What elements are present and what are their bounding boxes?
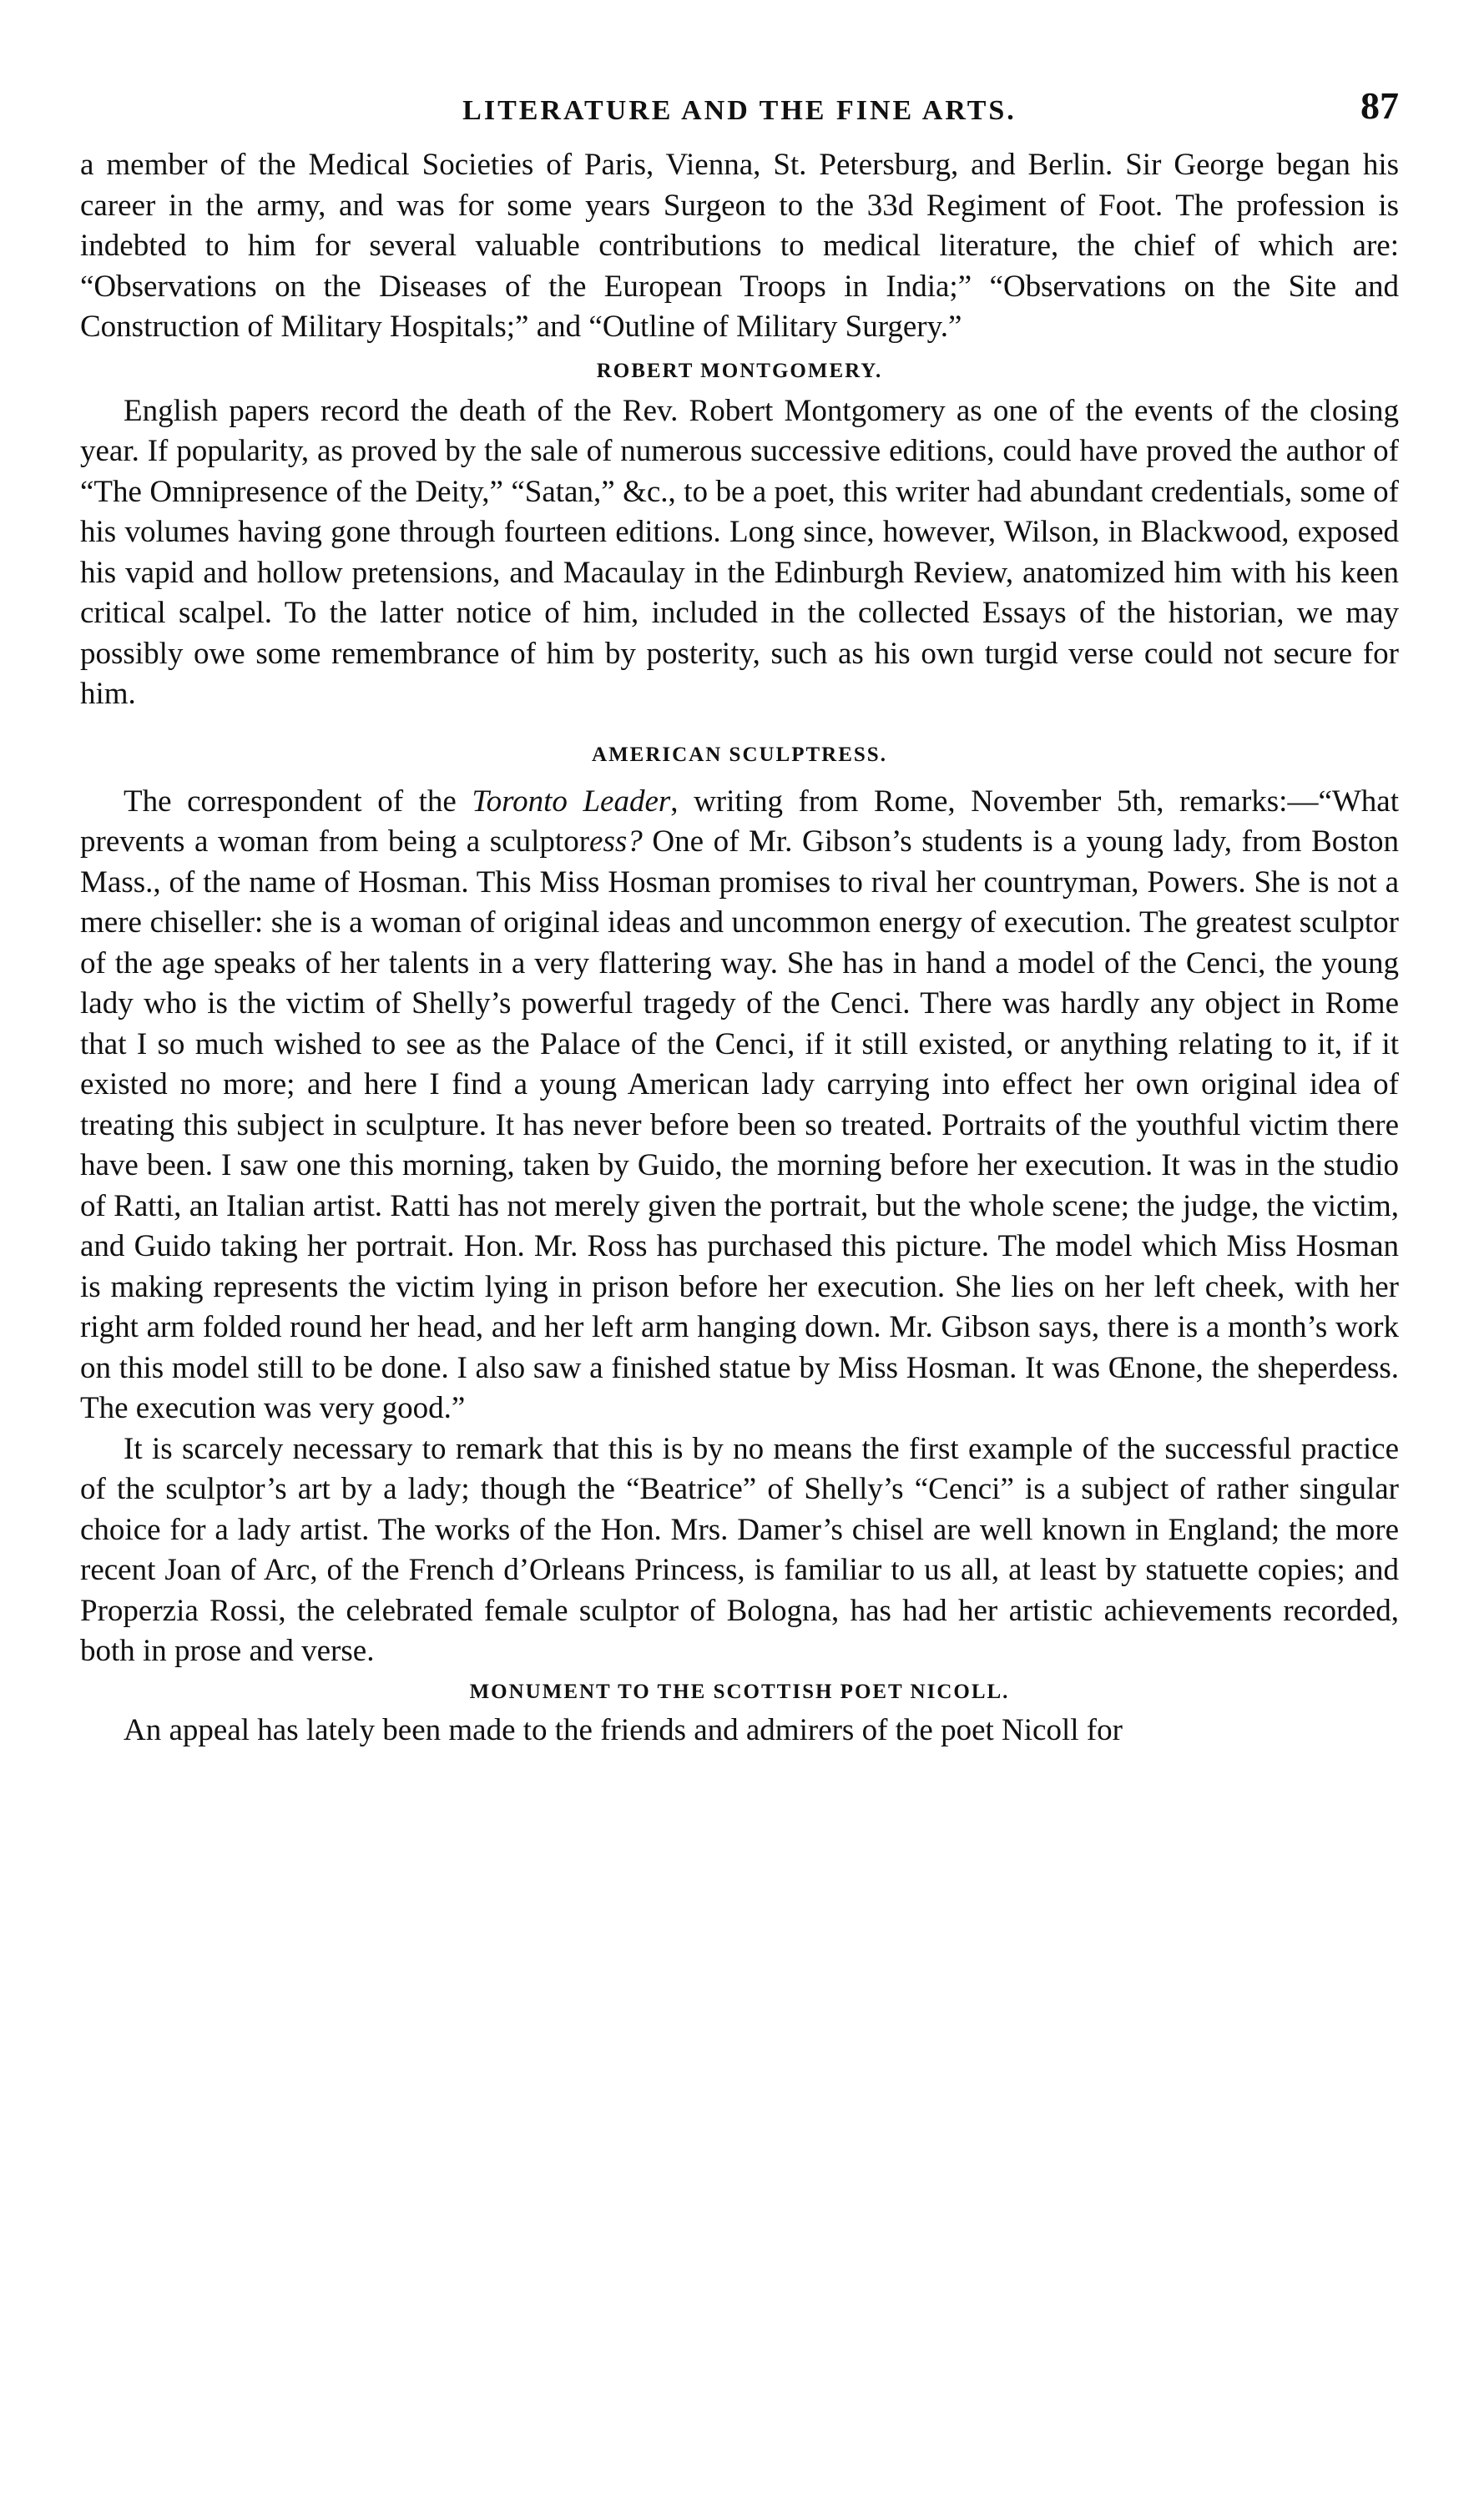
running-header <box>80 80 1399 145</box>
section-heading-american-sculptress: AMERICAN SCULPTRESS. <box>592 743 887 766</box>
sculptress-p1-lead: The correspondent of the <box>124 784 472 819</box>
sculptress-paragraph-2: It is scarcely necessary to remark that this is by no means the first example of the successful practice of the sculptor’s art by a lady; though the “Beatrice” of Shelly’s “Cenci” is a subject of rather singular choice for a lady artist. The works of the Hon. Mrs. Damer’s chisel are well known in England; the more recent Joan of Arc, of the French d’Orleans Princess, is familiar to us all, at least by statuette copies; and Properzia Rossi, the celebrated female sculptor of Bologna, has had her artistic achievements recorded, both in prose and verse. <box>80 1431 1399 1668</box>
montgomery-paragraph: English papers record the death of the Rev. Robert Montgomery as one of the events of the closing year. If popularity, as proved by the sale of numerous successive editions, could have proved the author of “The Omnipresence of the Deity,” “Satan,” &c., to be a poet, this writer had abundant credentials, some of his volumes having gone through fourteen editions. Long since, however, Wilson, in Blackwood, exposed his vapid and hollow pretensions, and Macaulay in the Edinburgh Review, anatomized him with his keen critical scalpel. To the latter notice of him, included in the collected Essays of the historian, we may possibly owe some remembrance of him by posterity, such as his own turgid verse could not secure for him. <box>80 393 1399 711</box>
page-number: 87 <box>1360 84 1399 127</box>
newspaper-title: Toronto Leader <box>472 784 671 819</box>
section-heading-monument-nicoll: MONUMENT TO THE SCOTTISH POET NICOLL. <box>469 1680 1010 1703</box>
sculptress-paragraph-1 <box>80 782 1399 1429</box>
intro-paragraph: a member of the Medical Societies of Paris, Vienna, St. Petersburg, and Berlin. Sir George began his career in the army, and was for some years Surgeon to the 33d Regiment of Foot. The profession is indebted to him for several valuable contributions to medical literature, the chief of which are: “Observations on the Diseases of the European Troops in India;” “Observations on the Site and Construction of Military Hospitals;” and “Outline of Military Surgery.” <box>80 148 1399 344</box>
sculptress-p1-rest: One of Mr. Gibson’s students is a young lady, from Boston Mass., of the name of Hosman. This Miss Hosman promises to rival her countryman, Powers. She is not a mere chiseller: she is a woman of original ideas and uncommon energy of execution. The greatest sculptor of the age speaks of her talents in a very flattering way. She has in hand a model of the Cenci, the young lady who is the victim of Shelly’s powerful tragedy of the Cenci. There was hardly any object in Rome that I so much wished to see as the Palace of the Cenci, if it still existed, or anything relating to it, if it existed no more; and here I find a young American lady carrying into effect her own original idea of treating this subject in sculpture. It has never before been so treated. Portraits of the youthful victim there have been. I saw one this morning, taken by Guido, the morning before her execution. It was in the studio of Ratti, an Italian artist. Ratti has not merely given the portrait, but the whole scene; the judge, the victim, and Guido taking her portrait. Hon. Mr. Ross has purchased this picture. The model which Miss Hosman is making represents the victim lying in prison before her execution. She lies on her left cheek, with her right arm folded round her head, and her left arm hanging down. Mr. Gibson says, there is a month’s work on this model still to be done. I also saw a finished statue by Miss Hosman. It was Œnone, the sheperdess. The execution was very good.” <box>80 824 1399 1425</box>
running-title: LITERATURE AND THE FINE ARTS. <box>462 95 1017 126</box>
sculptress-p1-mid: , writing from Rome, November 5th, remarks:—“What prevents a woman from being a sculptor <box>80 784 1400 859</box>
sculptress-italic-suffix: ess? <box>589 824 643 859</box>
document-page <box>80 80 1399 2467</box>
section-heading-robert-montgomery: ROBERT MONTGOMERY. <box>596 359 883 382</box>
nicoll-paragraph: An appeal has lately been made to the friends and admirers of the poet Nicoll for <box>124 1712 1123 1747</box>
